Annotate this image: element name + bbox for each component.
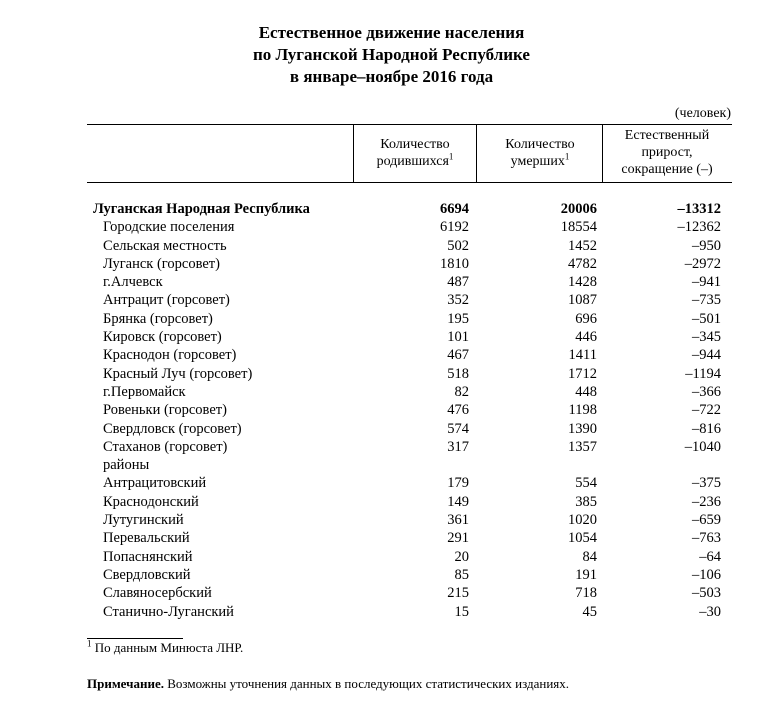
- footnote-mark: 1: [87, 638, 92, 649]
- row-name: Краснодон (горсовет): [103, 347, 237, 364]
- row-name: Антрацит (горсовет): [103, 292, 230, 309]
- row-name: Свердловский: [103, 566, 191, 583]
- table-row: [0, 603, 783, 621]
- row-name: Кировск (горсовет): [103, 329, 222, 346]
- row-died: 20006: [560, 201, 597, 217]
- row-born: 361: [447, 512, 469, 529]
- row-died: 18554: [560, 219, 597, 236]
- row-name: Брянка (горсовет): [103, 310, 213, 327]
- row-natural: –12362: [677, 219, 721, 236]
- row-born: 149: [447, 493, 469, 510]
- note: [87, 676, 569, 692]
- document-title: [0, 22, 783, 88]
- row-born: 15: [454, 603, 469, 620]
- table-row: [0, 291, 783, 309]
- title-line-1: Естественное движение населения: [258, 23, 525, 42]
- row-born: 317: [447, 438, 469, 455]
- row-natural: –501: [692, 310, 721, 327]
- table-body: [0, 200, 783, 621]
- row-name: Луганская Народная Республика: [93, 201, 310, 217]
- row-natural: –944: [692, 347, 721, 364]
- row-natural: –366: [692, 383, 721, 400]
- table-top-rule: [87, 124, 732, 125]
- table-row: [0, 456, 783, 474]
- column-divider: [602, 124, 603, 182]
- row-natural: –950: [692, 237, 721, 254]
- row-died: 1087: [568, 292, 597, 309]
- row-died: 45: [582, 603, 597, 620]
- table-row: [0, 273, 783, 291]
- row-name: Попаснянский: [103, 548, 193, 565]
- table-row: [0, 493, 783, 511]
- row-name: Станично-Луганский: [103, 603, 234, 620]
- row-died: 1198: [568, 402, 597, 419]
- row-name: районы: [103, 457, 150, 474]
- row-name: Красный Луч (горсовет): [103, 365, 253, 382]
- table-row: [0, 255, 783, 273]
- row-born: 101: [447, 329, 469, 346]
- table-row: [0, 310, 783, 328]
- footnote-text: По данным Минюста ЛНР.: [91, 640, 244, 655]
- table-row: [0, 237, 783, 255]
- row-died: 1357: [568, 438, 597, 455]
- table-row: [0, 383, 783, 401]
- row-born: 1810: [440, 255, 469, 272]
- row-died: 1054: [568, 530, 597, 547]
- unit-label: (человек): [674, 106, 731, 121]
- row-died: 191: [575, 566, 597, 583]
- table-row: [0, 420, 783, 438]
- row-born: 6192: [440, 219, 469, 236]
- header-died: [480, 136, 600, 170]
- row-natural: –1194: [685, 365, 721, 382]
- row-name: Сельская местность: [103, 237, 227, 254]
- footnote-rule: [87, 638, 183, 639]
- row-died: 1020: [568, 512, 597, 529]
- row-name: Городские поселения: [103, 219, 235, 236]
- row-born: 291: [447, 530, 469, 547]
- row-natural: –13312: [677, 201, 721, 217]
- row-died: 1390: [568, 420, 597, 437]
- row-born: 6694: [440, 201, 469, 217]
- row-natural: –375: [692, 475, 721, 492]
- row-born: 82: [454, 383, 469, 400]
- table-row: [0, 474, 783, 492]
- table-row: [0, 438, 783, 456]
- header-born-label: Количество родившихся: [376, 137, 450, 169]
- header-born: [355, 136, 475, 170]
- header-died-footnote-mark: 1: [564, 151, 570, 162]
- row-name: Свердловск (горсовет): [103, 420, 242, 437]
- note-text: Возможны уточнения данных в последующих статистических изданиях.: [163, 676, 569, 691]
- row-name: г.Алчевск: [103, 274, 163, 291]
- row-died: 448: [575, 383, 597, 400]
- title-line-2: по Луганской Народной Республике: [253, 45, 530, 64]
- table-row: [0, 548, 783, 566]
- table-row: [0, 584, 783, 602]
- row-natural: –64: [699, 548, 721, 565]
- row-born: 179: [447, 475, 469, 492]
- row-born: 574: [447, 420, 469, 437]
- header-born-footnote-mark: 1: [448, 151, 454, 162]
- row-born: 502: [447, 237, 469, 254]
- row-name: Антрацитовский: [103, 475, 207, 492]
- row-name: Славяносербский: [103, 585, 212, 602]
- header-natural: Естественный прирост, сокращение (–): [621, 128, 713, 177]
- row-died: 84: [582, 548, 597, 565]
- row-born: 352: [447, 292, 469, 309]
- row-born: 467: [447, 347, 469, 364]
- row-born: 20: [454, 548, 469, 565]
- table-row: [0, 218, 783, 236]
- table-row: [0, 365, 783, 383]
- row-name: Луганск (горсовет): [103, 255, 220, 272]
- table-row: [0, 529, 783, 547]
- table-header-rule: [87, 182, 732, 183]
- row-name: Ровеньки (горсовет): [103, 402, 227, 419]
- row-natural: –1040: [684, 438, 721, 455]
- table-row: [0, 511, 783, 529]
- row-natural: –30: [699, 603, 721, 620]
- header-died-label: Количество умерших: [505, 137, 575, 169]
- row-name: Лутугинский: [103, 512, 184, 529]
- row-died: 1428: [568, 274, 597, 291]
- row-natural: –941: [692, 274, 721, 291]
- row-died: 696: [575, 310, 597, 327]
- table-row: [0, 346, 783, 364]
- row-name: Перевальский: [103, 530, 190, 547]
- row-born: 85: [454, 566, 469, 583]
- row-natural: –236: [692, 493, 721, 510]
- row-natural: –722: [692, 402, 721, 419]
- column-divider: [476, 124, 477, 182]
- row-died: 385: [575, 493, 597, 510]
- row-died: 1712: [568, 365, 597, 382]
- footnote: [87, 640, 243, 656]
- row-died: 554: [575, 475, 597, 492]
- row-born: 215: [447, 585, 469, 602]
- row-natural: –816: [692, 420, 721, 437]
- note-label: Примечание.: [87, 676, 164, 691]
- table-row: [0, 566, 783, 584]
- row-died: 1452: [568, 237, 597, 254]
- row-died: 1411: [568, 347, 597, 364]
- row-died: 718: [575, 585, 597, 602]
- row-natural: –2972: [684, 255, 721, 272]
- row-born: 487: [447, 274, 469, 291]
- row-name: Стаханов (горсовет): [103, 438, 228, 455]
- row-natural: –659: [692, 512, 721, 529]
- row-natural: –345: [692, 329, 721, 346]
- row-born: 476: [447, 402, 469, 419]
- table-row: [0, 401, 783, 419]
- row-born: 195: [447, 310, 469, 327]
- row-name: Краснодонский: [103, 493, 199, 510]
- row-died: 4782: [568, 255, 597, 272]
- row-natural: –106: [692, 566, 721, 583]
- row-natural: –503: [692, 585, 721, 602]
- row-natural: –763: [692, 530, 721, 547]
- row-natural: –735: [692, 292, 721, 309]
- row-born: 518: [447, 365, 469, 382]
- row-died: 446: [575, 329, 597, 346]
- table-row: [0, 200, 783, 218]
- column-divider: [353, 124, 354, 182]
- table-row: [0, 328, 783, 346]
- row-name: г.Первомайск: [103, 383, 186, 400]
- title-line-3: в январе–ноябре 2016 года: [289, 67, 494, 86]
